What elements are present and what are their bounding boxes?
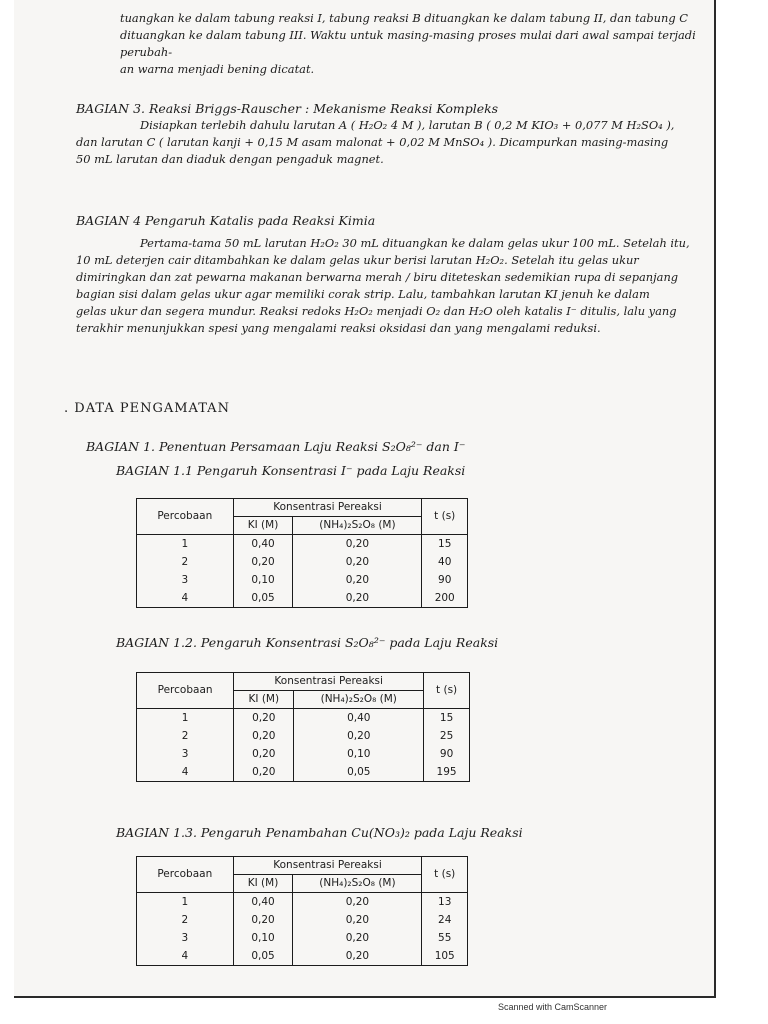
cell-trial: 4 xyxy=(137,763,234,782)
cell-ki: 0,10 xyxy=(233,929,293,947)
cell-trial: 3 xyxy=(137,745,234,763)
header-ki: KI (M) xyxy=(234,691,294,709)
cell-time: 105 xyxy=(422,947,468,966)
bagian1-heading: BAGIAN 1. Penentuan Persamaan Laju Reaksi S₂O₈²⁻ dan I⁻ xyxy=(86,439,466,454)
cell-persulfate: 0,20 xyxy=(293,929,422,947)
cell-time: 195 xyxy=(424,763,470,782)
header-persulfate: (NH₄)₂S₂O₈ (M) xyxy=(293,875,422,893)
header-ki: KI (M) xyxy=(233,875,293,893)
bagian4-line: 10 mL deterjen cair ditambahkan ke dalam gelas ukur berisi larutan H₂O₂. Setelah itu gelas ukur xyxy=(76,253,639,267)
scanner-watermark: Scanned with CamScanner xyxy=(498,1002,608,1012)
cell-ki: 0,05 xyxy=(233,947,293,966)
bagian3-heading: BAGIAN 3. Reaksi Briggs-Rauscher : Mekanisme Reaksi Kompleks xyxy=(76,101,499,116)
header-time: t (s) xyxy=(422,499,468,535)
table-row xyxy=(137,589,468,608)
table-row xyxy=(137,535,468,554)
table-copper-nitrate-addition xyxy=(136,856,468,966)
header-group: Konsentrasi Pereaksi xyxy=(233,857,422,875)
cell-trial: 1 xyxy=(137,893,234,912)
cell-ki: 0,10 xyxy=(233,571,293,589)
cell-ki: 0,20 xyxy=(234,709,294,728)
bagian4-heading: BAGIAN 4 Pengaruh Katalis pada Reaksi Kimia xyxy=(76,213,376,228)
table-row xyxy=(137,571,468,589)
cell-trial: 2 xyxy=(137,727,234,745)
table-row xyxy=(137,911,468,929)
cell-persulfate: 0,20 xyxy=(294,727,424,745)
cell-persulfate: 0,10 xyxy=(294,745,424,763)
table-row xyxy=(137,727,470,745)
cell-time: 90 xyxy=(422,571,468,589)
bagian4-line: terakhir menunjukkan spesi yang mengalami reaksi oksidasi dan yang mengalami reduksi. xyxy=(76,321,601,335)
bagian4-line: dimiringkan dan zat pewarna makanan berwarna merah / biru diteteskan sedemikian rupa di sepanjang xyxy=(76,270,679,284)
cell-trial: 4 xyxy=(137,589,234,608)
bagian3-line: dan larutan C ( larutan kanji + 0,15 M asam malonat + 0,02 M MnSO₄ ). Dicampurkan masing-masing xyxy=(76,135,669,149)
cell-ki: 0,40 xyxy=(233,535,293,554)
header-trial: Percobaan xyxy=(137,673,234,709)
cell-persulfate: 0,20 xyxy=(293,553,422,571)
table-row xyxy=(137,553,468,571)
cell-time: 90 xyxy=(424,745,470,763)
header-group: Konsentrasi Pereaksi xyxy=(234,673,424,691)
header-trial: Percobaan xyxy=(137,857,234,893)
cell-trial: 1 xyxy=(137,535,234,554)
data-section-title: . DATA PENGAMATAN xyxy=(64,401,230,416)
table3-title: BAGIAN 1.3. Pengaruh Penambahan Cu(NO₃)₂ pada Laju Reaksi xyxy=(116,825,523,840)
cell-time: 200 xyxy=(422,589,468,608)
bagian3-line: Disiapkan terlebih dahulu larutan A ( H₂O₂ 4 M ), larutan B ( 0,2 M KIO₃ + 0,077 M H₂SO₄ ), xyxy=(140,118,675,132)
cell-persulfate: 0,05 xyxy=(294,763,424,782)
cell-persulfate: 0,20 xyxy=(293,589,422,608)
cell-persulfate: 0,20 xyxy=(293,911,422,929)
cell-time: 55 xyxy=(422,929,468,947)
cell-persulfate: 0,20 xyxy=(293,535,422,554)
header-persulfate: (NH₄)₂S₂O₈ (M) xyxy=(294,691,424,709)
cell-time: 24 xyxy=(422,911,468,929)
cell-ki: 0,20 xyxy=(233,911,293,929)
intro-line: tuangkan ke dalam tabung reaksi I, tabung reaksi B dituangkan ke dalam tabung II, dan tabung C xyxy=(120,11,688,25)
intro-paragraph xyxy=(120,10,710,78)
table2-title: BAGIAN 1.2. Pengaruh Konsentrasi S₂O₈²⁻ pada Laju Reaksi xyxy=(116,635,499,650)
cell-ki: 0,40 xyxy=(233,893,293,912)
table-row xyxy=(137,763,470,782)
table-row xyxy=(137,709,470,728)
bagian4-line: gelas ukur dan segera mundur. Reaksi redoks H₂O₂ menjadi O₂ dan H₂O oleh katalis I⁻ ditulis, lalu yang xyxy=(76,304,677,318)
intro-line: an warna menjadi bening dicatat. xyxy=(120,62,315,76)
table-row xyxy=(137,745,470,763)
bagian4-section xyxy=(76,212,716,337)
cell-ki: 0,20 xyxy=(234,763,294,782)
cell-time: 40 xyxy=(422,553,468,571)
cell-persulfate: 0,20 xyxy=(293,571,422,589)
header-trial: Percobaan xyxy=(137,499,234,535)
cell-trial: 4 xyxy=(137,947,234,966)
bagian3-section xyxy=(76,100,716,168)
cell-trial: 1 xyxy=(137,709,234,728)
cell-trial: 2 xyxy=(137,553,234,571)
table-row xyxy=(137,929,468,947)
cell-persulfate: 0,40 xyxy=(294,709,424,728)
header-group: Konsentrasi Pereaksi xyxy=(233,499,422,517)
cell-trial: 3 xyxy=(137,571,234,589)
cell-time: 13 xyxy=(422,893,468,912)
table-row xyxy=(137,893,468,912)
cell-ki: 0,20 xyxy=(234,727,294,745)
scanned-page xyxy=(14,0,716,998)
cell-ki: 0,20 xyxy=(234,745,294,763)
cell-persulfate: 0,20 xyxy=(293,947,422,966)
table-ki-concentration xyxy=(136,498,468,608)
cell-time: 25 xyxy=(424,727,470,745)
bagian4-line: Pertama-tama 50 mL larutan H₂O₂ 30 mL dituangkan ke dalam gelas ukur 100 mL. Setelah itu, xyxy=(140,236,690,250)
cell-trial: 3 xyxy=(137,929,234,947)
intro-line: dituangkan ke dalam tabung III. Waktu untuk masing-masing proses mulai dari awal sampai terjadi perubah- xyxy=(120,28,696,59)
cell-trial: 2 xyxy=(137,911,234,929)
cell-persulfate: 0,20 xyxy=(293,893,422,912)
bagian3-line: 50 mL larutan dan diaduk dengan pengaduk magnet. xyxy=(76,152,384,166)
table1-title: BAGIAN 1.1 Pengaruh Konsentrasi I⁻ pada Laju Reaksi xyxy=(116,463,466,478)
cell-time: 15 xyxy=(422,535,468,554)
cell-time: 15 xyxy=(424,709,470,728)
cell-ki: 0,05 xyxy=(233,589,293,608)
table-row xyxy=(137,947,468,966)
bagian4-line: bagian sisi dalam gelas ukur agar memiliki corak strip. Lalu, tambahkan larutan KI jenuh ke dalam xyxy=(76,287,650,301)
header-persulfate: (NH₄)₂S₂O₈ (M) xyxy=(293,517,422,535)
table-persulfate-concentration xyxy=(136,672,470,782)
header-ki: KI (M) xyxy=(233,517,293,535)
cell-ki: 0,20 xyxy=(233,553,293,571)
header-time: t (s) xyxy=(422,857,468,893)
header-time: t (s) xyxy=(424,673,470,709)
